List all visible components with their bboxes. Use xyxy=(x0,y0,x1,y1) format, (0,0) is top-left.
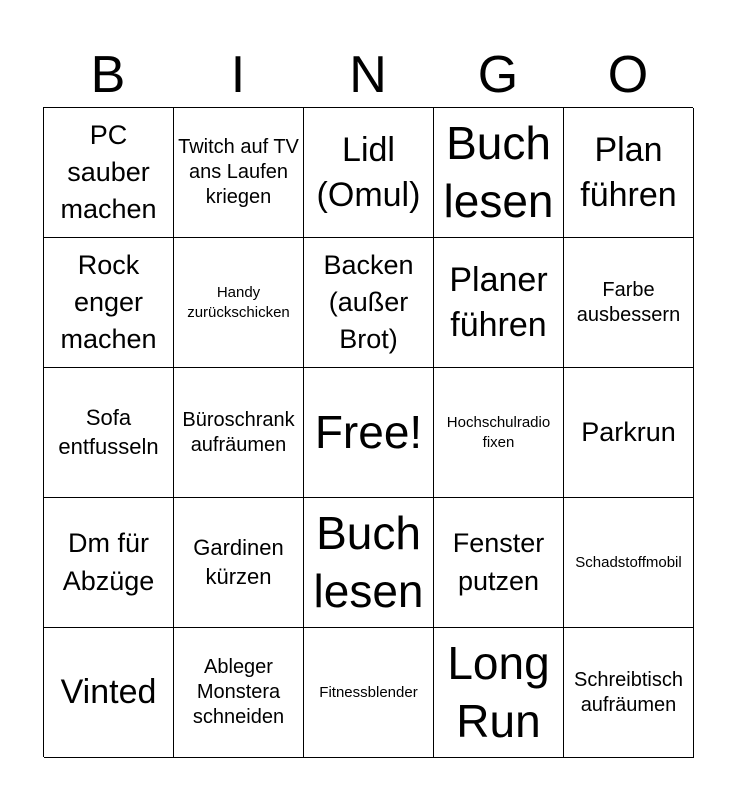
bingo-cell-text: Hochschulradio fixen xyxy=(446,414,551,451)
bingo-cell-text: Plan führen xyxy=(580,130,677,214)
bingo-cell-r5-c4[interactable] xyxy=(434,628,564,758)
header-letter-b: B xyxy=(90,46,126,104)
bingo-cell-text: Planer führen xyxy=(449,260,548,344)
bingo-cell-r1-c2[interactable] xyxy=(174,108,304,238)
bingo-cell-text: Dm für Abzüge xyxy=(62,528,155,596)
bingo-cell-free[interactable] xyxy=(304,368,434,498)
bingo-cell-r3-c4[interactable] xyxy=(434,368,564,498)
bingo-cell-r5-c2[interactable] xyxy=(174,628,304,758)
bingo-cell-text: Büroschrank aufräumen xyxy=(182,408,295,456)
bingo-cell-r2-c4[interactable] xyxy=(434,238,564,368)
bingo-cell-r5-c3[interactable] xyxy=(304,628,434,758)
bingo-cell-r1-c5[interactable] xyxy=(564,108,694,238)
bingo-header xyxy=(43,42,693,108)
bingo-cell-r1-c1[interactable] xyxy=(44,108,174,238)
bingo-board xyxy=(43,107,693,757)
header-letter-i: I xyxy=(230,46,246,104)
bingo-cell-text: Buch lesen xyxy=(443,117,554,227)
bingo-cell-text: Sofa entfusseln xyxy=(58,404,159,459)
bingo-cell-text: Fenster putzen xyxy=(452,528,545,596)
bingo-cell-r3-c2[interactable] xyxy=(174,368,304,498)
bingo-cell-text: Fitnessblender xyxy=(319,683,418,701)
free-space-text: Free! xyxy=(314,405,423,458)
bingo-cell-r2-c5[interactable] xyxy=(564,238,694,368)
bingo-cell-text: Handy zurückschicken xyxy=(187,284,290,321)
bingo-cell-r4-c4[interactable] xyxy=(434,498,564,628)
bingo-cell-text: Gardinen kürzen xyxy=(193,534,284,589)
bingo-cell-r4-c5[interactable] xyxy=(564,498,694,628)
bingo-cell-text: Twitch auf TV ans Laufen kriegen xyxy=(178,136,299,208)
bingo-cell-r5-c1[interactable] xyxy=(44,628,174,758)
bingo-cell-r2-c3[interactable] xyxy=(304,238,434,368)
bingo-cell-r3-c1[interactable] xyxy=(44,368,174,498)
header-letter-g: G xyxy=(477,46,519,104)
header-letter-o: O xyxy=(607,46,649,104)
header-letter-n: N xyxy=(349,46,387,104)
bingo-cell-r4-c2[interactable] xyxy=(174,498,304,628)
bingo-cell-text: Buch lesen xyxy=(313,507,424,617)
bingo-cell-r1-c4[interactable] xyxy=(434,108,564,238)
bingo-cell-text: Farbe ausbessern xyxy=(576,278,681,326)
bingo-cell-text: Backen (außer Brot) xyxy=(323,249,414,355)
bingo-cell-text: Lidl (Omul) xyxy=(316,130,421,214)
bingo-cell-text: Rock enger machen xyxy=(60,249,157,355)
bingo-cell-r1-c3[interactable] xyxy=(304,108,434,238)
bingo-cell-text: Vinted xyxy=(60,673,157,712)
bingo-cell-text: Schreibtisch aufräumen xyxy=(574,668,683,716)
bingo-cell-text: Parkrun xyxy=(581,416,676,447)
bingo-cell-r5-c5[interactable] xyxy=(564,628,694,758)
bingo-cell-text: Long Run xyxy=(447,637,550,747)
bingo-cell-r3-c5[interactable] xyxy=(564,368,694,498)
bingo-cell-r2-c2[interactable] xyxy=(174,238,304,368)
bingo-cell-text: Schadstoffmobil xyxy=(575,553,682,571)
bingo-cell-r4-c1[interactable] xyxy=(44,498,174,628)
bingo-cell-r2-c1[interactable] xyxy=(44,238,174,368)
bingo-cell-text: PC sauber machen xyxy=(60,119,157,225)
bingo-cell-text: Ableger Monstera schneiden xyxy=(192,656,285,728)
bingo-cell-r4-c3[interactable] xyxy=(304,498,434,628)
